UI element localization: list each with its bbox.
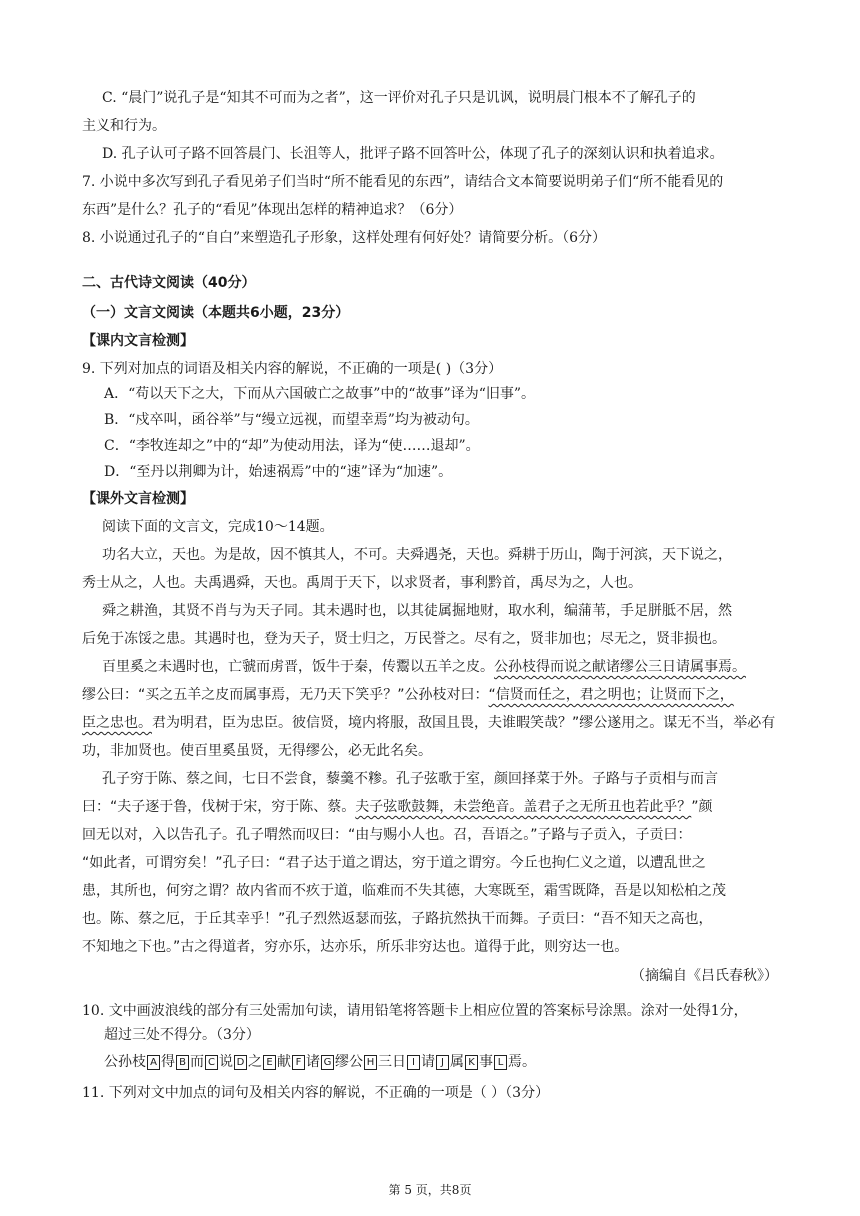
passage-text: 百里奚之未遇时也，亡虢而虏晋，饭牛于秦，传鬻以五羊之皮。	[102, 659, 494, 675]
passage-p1-line2: 秀士从之，人也。夫禹遇舜，天也。禹周于天下，以求贤者，事利黔首，禹尽为之，人也。	[82, 575, 642, 591]
passage-p4-line5: 患，其所也，何穷之谓？故内省而不疚于道，临难而不失其德，大寒既至，霜雪既降，吾是以知松柏之茂	[82, 883, 726, 899]
answer-letter-box: I	[407, 1055, 420, 1070]
page-footer: 第 5 页，共8页	[388, 1183, 472, 1197]
q9-option-c: C．“李牧连却之”中的“却”为使动用法，译为“使……退却”。	[104, 438, 480, 454]
sentence-segment: 而	[190, 1054, 204, 1070]
passage-text: 缪公曰：“买之五羊之皮而属事焉，无乃天下笑乎？”公孙枝对曰：	[82, 687, 489, 703]
answer-letter-box: J	[436, 1055, 449, 1070]
answer-letter-box: L	[494, 1055, 507, 1070]
section-2-sub1: （一）文言文阅读（本题共6小题，23分）	[82, 305, 350, 321]
passage-p2-line1: 舜之耕渔，其贤不肖与为天子同。其未遇时也，以其徒属掘地财，取水利，编蒲苇，手足胼胝不居，然	[102, 603, 732, 619]
passage-p4-line2	[82, 797, 713, 817]
wavy-underlined-text: 公孙枝得而说之献诸缪公三日请属事焉。	[494, 659, 746, 675]
outclass-heading: 【课外文言检测】	[82, 491, 194, 507]
sentence-segment: 诸	[306, 1054, 320, 1070]
passage-p4-line7: 不知地之下也。”古之得道者，穷亦乐，达亦乐，所乐非穷达也。道得于此，则穷达一也。	[82, 939, 629, 955]
sentence-segment: 属	[450, 1054, 464, 1070]
q6-option-c-line1: C. “晨门”说孔子是“知其不可而为之者”，这一评价对孔子只是讥讽，说明晨门根本不了解孔子的	[102, 90, 696, 106]
sentence-segment: 焉。	[508, 1054, 536, 1070]
answer-letter-box: K	[465, 1055, 478, 1070]
passage-p4-line1: 孔子穷于陈、蔡之间，七日不尝食，藜羹不糁。孔子弦歌于室，颜回择菜于外。子路与子贡相与而言	[102, 771, 718, 787]
sentence-segment: 献	[277, 1054, 291, 1070]
answer-letter-box: D	[234, 1055, 247, 1070]
answer-letter-box: G	[321, 1055, 334, 1070]
passage-text: ”颜	[691, 799, 713, 815]
q9-option-a: A．“苟以天下之大，下而从六国破亡之故事”中的“故事”译为“旧事”。	[104, 386, 536, 402]
q7-line2: 东西”是什么？孔子的“看见”体现出怎样的精神追求？（6分）	[82, 202, 463, 218]
wavy-underlined-text: 夫子弦歌鼓舞，未尝绝音。盖君子之无所丑也若此乎？	[355, 799, 692, 815]
inclass-heading: 【课内文言检测】	[82, 333, 194, 349]
q7-line1: 7. 小说中多次写到孔子看见弟子们当时“所不能看见的东西”，请结合文本简要说明弟子们“所不能看见的	[82, 174, 724, 190]
passage-p3-line1	[102, 657, 746, 677]
passage-source: （摘编自《吕氏春秋》）	[631, 968, 778, 984]
q9-option-d: D．“至丹以荆卿为计，始速祸焉”中的“速”译为“加速”。	[104, 464, 453, 480]
answer-letter-box: B	[176, 1055, 189, 1070]
reading-instruction: 阅读下面的文言文，完成10～14题。	[102, 519, 334, 535]
q6-option-d: D. 孔子认可子路不回答晨门、长沮等人，批评子路不回答叶公，体现了孔子的深刻认识和执着追求。	[102, 146, 724, 162]
q9-option-b: B．“戍卒叫，函谷举”与“缦立远视，而望幸焉”均为被动句。	[104, 412, 479, 428]
answer-letter-box: E	[263, 1055, 276, 1070]
sentence-segment: 三日	[378, 1054, 406, 1070]
answer-letter-box: C	[205, 1055, 218, 1070]
q10-line1: 10. 文中画波浪线的部分有三处需加句读，请用铅笔将答题卡上相应位置的答案标号涂黑。涂对一处得1分，	[82, 1003, 748, 1019]
passage-p3-line3	[82, 713, 775, 733]
passage-text: 曰：“夫子逐于鲁，伐树于宋，穷于陈、蔡。	[82, 799, 356, 815]
q9-stem: 9. 下列对加点的词语及相关内容的解说，不正确的一项是( )（3分）	[82, 361, 503, 377]
q6-option-c-line2: 主义和行为。	[82, 118, 166, 134]
passage-p4-line6: 也。陈、蔡之厄，于丘其幸乎！”孔子烈然返瑟而弦，子路抗然执干而舞。子贡曰：“吾不知天之高也，	[82, 911, 713, 927]
answer-letter-box: A	[147, 1055, 160, 1070]
sentence-segment: 公孙枝	[104, 1054, 146, 1070]
passage-p3-line2	[82, 685, 734, 705]
sentence-segment: 之	[248, 1054, 262, 1070]
wavy-underlined-text: 臣之忠也。	[82, 715, 152, 731]
passage-p3-line4: 功，非加贤也。使百里奚虽贤，无得缪公，必无此名矣。	[82, 743, 432, 759]
q8: 8. 小说通过孔子的“自白”来塑造孔子形象，这样处理有何好处？请简要分析。（6分）	[82, 230, 607, 246]
q10-segmented-sentence	[104, 1052, 536, 1072]
answer-letter-box: H	[364, 1055, 377, 1070]
sentence-segment: 请	[421, 1054, 435, 1070]
sentence-segment: 缪公	[335, 1054, 363, 1070]
sentence-segment: 说	[219, 1054, 233, 1070]
q10-line2: 超过三处不得分。（3分）	[104, 1027, 260, 1043]
passage-p4-line3: 回无以对，入以告孔子。孔子喟然而叹曰：“由与赐小人也。召，吾语之。”子路与子贡入，子贡曰：	[82, 827, 692, 843]
passage-p4-line4: “如此者，可谓穷矣！”孔子曰：“君子达于道之谓达，穷于道之谓穷。今丘也拘仁义之道，以遭乱世之	[82, 855, 706, 871]
passage-p2-line2: 后免于冻馁之患。其遇时也，登为天子，贤士归之，万民誉之。尽有之，贤非加也；尽无之，贤非损也。	[82, 631, 726, 647]
sentence-segment: 事	[479, 1054, 493, 1070]
wavy-underlined-text: “信贤而任之，君之明也；让贤而下之，	[488, 687, 734, 703]
section-2-title: 二、古代诗文阅读（40分）	[82, 275, 256, 291]
sentence-segment: 得	[161, 1054, 175, 1070]
passage-text: 君为明君，臣为忠臣。彼信贤，境内将服，敌国且畏，夫谁暇笑哉？”缪公遂用之。谋无不当，举必有	[152, 715, 776, 731]
q11-stem: 11. 下列对文中加点的词句及相关内容的解说，不正确的一项是（ ）（3分）	[82, 1085, 550, 1101]
answer-letter-box: F	[292, 1055, 305, 1070]
passage-p1-line1: 功名大立，天也。为是故，因不慎其人，不可。夫舜遇尧，天也。舜耕于历山，陶于河滨，天下说之，	[102, 547, 732, 563]
